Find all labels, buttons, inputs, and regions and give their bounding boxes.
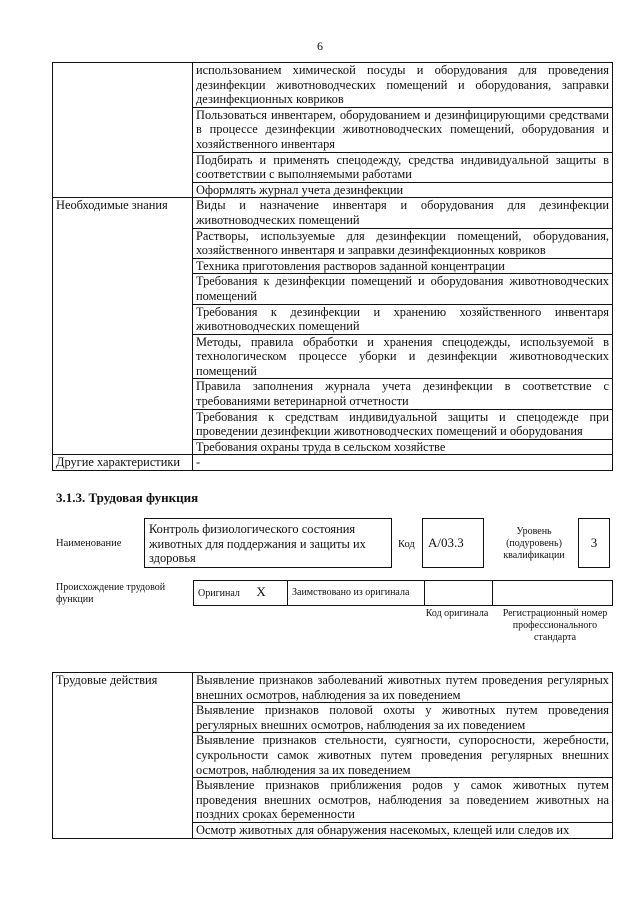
original-label: Оригинал <box>198 588 240 599</box>
table-row <box>53 198 613 228</box>
origin-reg-cell <box>493 581 613 606</box>
requirement-text: Растворы, используемые для дезинфекции помещений, оборудования, хозяйственного инвентаря и заправки дезинфекционных ковриков <box>193 228 613 258</box>
requirement-text: Требования охраны труда в сельском хозяйстве <box>193 439 613 455</box>
original-mark: X <box>256 584 266 599</box>
page-number: 6 <box>317 39 323 53</box>
actions-table <box>52 672 613 839</box>
requirement-text: Правила заполнения журнала учета дезинфекции в соответствие с требованиями ветеринарной отчетности <box>193 379 613 409</box>
table-row <box>53 673 613 703</box>
requirement-text: Подбирать и применять спецодежду, средства индивидуальной защиты в соответствии с выполняемыми работами <box>193 152 613 182</box>
origin-label: Происхождение трудовой функции <box>56 582 166 605</box>
row-label: Другие характеристики <box>53 455 193 471</box>
origin-code-cell <box>425 581 493 606</box>
requirement-text: использованием химической посуды и оборудования для проведения дезинфекции животноводческих помещений и оборудования, заправки дезинфекционных ковриков <box>193 63 613 108</box>
function-code: А/03.3 <box>428 535 464 550</box>
borrowed-label: Заимствовано из оригинала <box>292 587 410 598</box>
origin-borrowed-cell <box>288 581 425 606</box>
requirement-text: Требования к средствам индивидуальной защиты и спецодежде при проведении дезинфекции животноводческих помещений и оборудования <box>193 409 613 439</box>
requirement-text: Техника приготовления растворов заданной концентрации <box>193 258 613 274</box>
action-text: Выявление признаков заболеваний животных путем проведения регулярных внешних осмотров, наблюдения за их поведением <box>193 673 613 703</box>
action-text: Выявление признаков половой охоты у животных путем проведения регулярных внешних осмотров, наблюдения за их поведением <box>193 703 613 733</box>
requirements-table <box>52 62 613 471</box>
origin-original-cell <box>194 581 288 606</box>
code-caption: Код оригинала <box>425 608 489 619</box>
requirement-text: Виды и назначение инвентаря и оборудования для дезинфекции животноводческих помещений <box>193 198 613 228</box>
requirement-text: Пользоваться инвентарем, оборудованием и дезинфицирующими средствами в процессе дезинфекции животноводческих помещений, оборудования и хозяйственного инвентаря <box>193 107 613 152</box>
origin-table <box>193 580 613 606</box>
function-name-box <box>144 518 392 568</box>
actions-label: Трудовые действия <box>53 673 193 839</box>
level-label: Уровень (подуровень) квалификации <box>503 526 565 561</box>
requirement-text: Требования к дезинфекции помещений и оборудования животноводческих помещений <box>193 274 613 304</box>
action-text: Выявление признаков стельности, суягности, супоросности, жеребности, сукрольности самок животных путем проведения регулярных внешних осмотров, наблюдения за их поведением <box>193 733 613 778</box>
level-value: 3 <box>590 535 598 550</box>
requirement-text: - <box>193 455 613 471</box>
table-row <box>53 63 613 108</box>
section-title: 3.1.3. Трудовая функция <box>56 490 199 505</box>
reg-caption: Регистрационный номер профессионального стандарта <box>502 608 608 643</box>
action-text: Осмотр животных для обнаружения насекомых, клещей или следов их <box>193 822 613 838</box>
action-text: Выявление признаков приближения родов у самок животных путем проведения внешних осмотров, наблюдения за поведением животных на поздних сроках беременности <box>193 778 613 823</box>
name-label: Наименование <box>56 538 122 549</box>
table-row <box>53 455 613 471</box>
requirement-text: Требования к дезинфекции и хранению хозяйственного инвентаря животноводческих помещений <box>193 304 613 334</box>
function-name: Контроль физиологического состояния животных для поддержания и защиты их здоровья <box>149 522 366 566</box>
code-label: Код <box>398 539 415 550</box>
row-label <box>53 63 193 198</box>
function-code-box <box>422 518 484 568</box>
requirement-text: Методы, правила обработки и хранения спецодежды, используемой в технологическом процессе уборки и дезинфекции животноводческих помещений <box>193 334 613 379</box>
requirement-text: Оформлять журнал учета дезинфекции <box>193 182 613 198</box>
row-label: Необходимые знания <box>53 198 193 455</box>
level-box <box>578 518 610 568</box>
